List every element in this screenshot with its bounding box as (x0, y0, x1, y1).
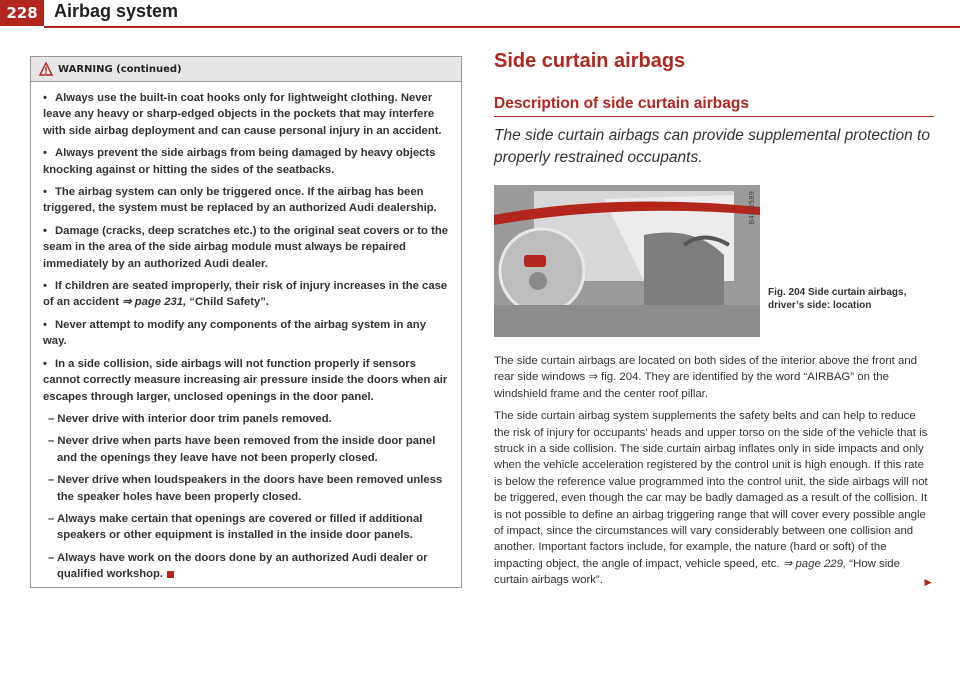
warning-triangle-icon (39, 62, 53, 76)
figure (494, 185, 934, 337)
lead-paragraph: The side curtain airbags can provide supplemental protection to properly restrained occupants. (494, 127, 930, 166)
figure-code: B4L-0589 (748, 191, 756, 225)
warning-item: • The airbag system can only be triggered once. If the airbag has been triggered, the system must be replaced by an authorized Audi dealership. (43, 186, 437, 215)
paragraph: The side curtain airbag system supplements the safety belts and can help to reduce the risk of injury for occupants’ heads and upper torso on the side of the vehicle that is struck in a side collision. The side curtain airbag inflates only in side impacts and only when the vehicle acceleration registered by the control unit is high enough. If this rate is below the reference value programmed into the control unit, the side airbags will not be triggered, even though the car may be badly damaged as a result of the collision. It is not possible to define an airbag triggering range that will cover every possible angle of impact, since the circumstances will vary considerably between one collision and another. Important factors include, for example, the nature (hard or soft) of the impacting object, the angle of impact, vehicle speed, etc. ⇒ page 229, “How side curtain airbags work”. ► (494, 410, 934, 590)
header-rule (44, 26, 960, 28)
page-number: 228 (0, 0, 44, 26)
warning-item: • Damage (cracks, deep scratches etc.) to the original seat covers or to the seam in the area of the side airbag module must always be repaired immediately by an authorized Audi dealer. (43, 224, 449, 270)
warning-subitem: – Never drive when loudspeakers in the doors have been removed unless the speaker holes have been properly closed. (48, 474, 443, 503)
warning-item: • In a side collision, side airbags will not function properly if sensors cannot correctly measure increasing air pressure inside the doors when air escapes through larger, unclosed openings in the door panel. (43, 357, 448, 403)
continue-arrow-icon: ► (922, 575, 934, 590)
figure-caption: Fig. 204 Side curtain airbags, driver’s side: location (768, 287, 907, 311)
cross-reference-link[interactable]: ⇒ page 229, (782, 557, 847, 570)
body-text (494, 353, 934, 589)
warning-item-children: • If children are seated improperly, their risk of injury increases in the case of an accident ⇒ page 231, “Child Safety”. (43, 280, 448, 309)
warning-header (31, 57, 461, 82)
warning-body (31, 82, 461, 583)
subsection-title: Description of side curtain airbags (494, 95, 934, 117)
chapter-title: Airbag system (54, 1, 179, 21)
right-column (494, 50, 934, 595)
airbag-location-illustration (494, 185, 760, 337)
warning-subitem: – Always have work on the doors done by an authorized Audi dealer or qualified workshop. (48, 551, 428, 581)
warning-subitem: – Never drive with interior door trim panels removed. (48, 412, 332, 425)
warning-item: • Never attempt to modify any components of the airbag system in any way. (43, 318, 426, 348)
end-marker (167, 571, 174, 578)
warning-item: • Always prevent the side airbags from being damaged by heavy objects knocking against or hitting the sides of the seatbacks. (43, 147, 436, 176)
section-title: Side curtain airbags (494, 50, 686, 72)
warning-item: • Always use the built-in coat hooks only for lightweight clothing. Never leave any heavy or sharp-edged objects in the pockets that may interfere with side airbag deployment and can cause personal injury in an accident. (43, 92, 442, 137)
paragraph: The side curtain airbags are located on both sides of the interior above the front and rear side windows ⇒ fig. 204. They are identified by the word “AIRBAG” on the windshield frame and the center roof pillar. (494, 355, 917, 400)
warning-subitem: – Never drive when parts have been removed from the inside door panel and the openings they leave have not been properly closed. (48, 435, 436, 464)
warning-title: WARNING (continued) (58, 63, 182, 75)
cross-reference-link[interactable]: ⇒ page 231, (122, 296, 187, 309)
warning-subitem: – Always make certain that openings are covered or filled if additional speakers or other equipment is installed in the inside door panels. (48, 512, 423, 542)
warning-box (30, 56, 462, 588)
